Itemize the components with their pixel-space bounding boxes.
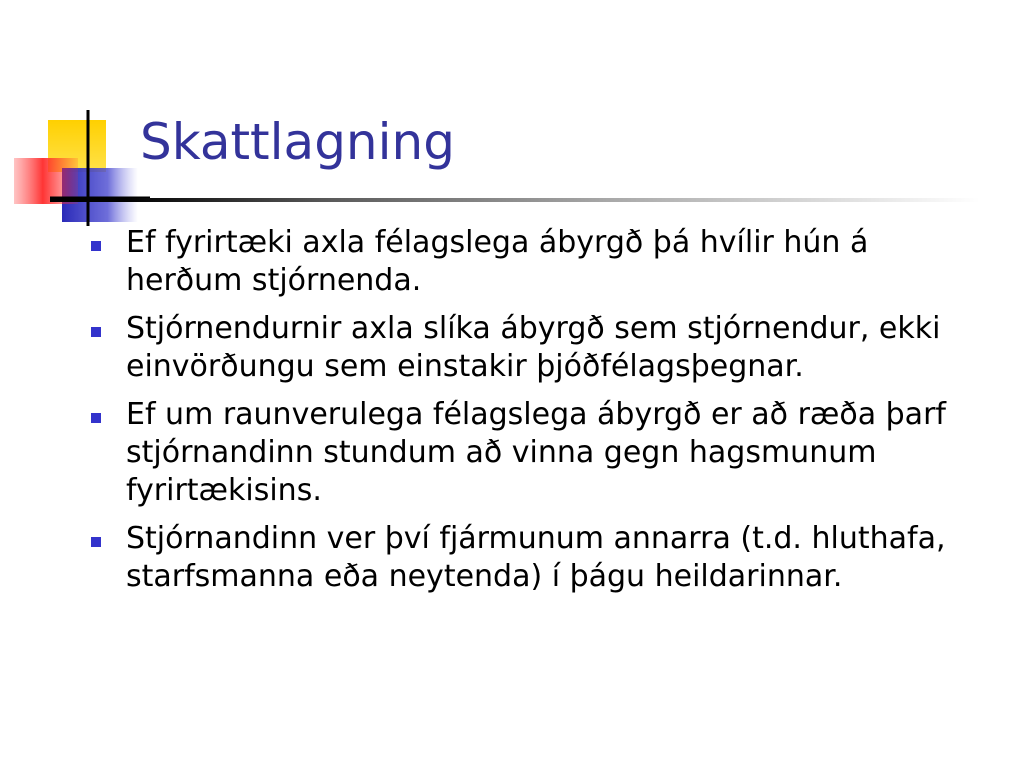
bullet-text: Ef fyrirtæki axla félagslega ábyrgð þá hvílir hún á herðum stjórnenda.	[126, 225, 869, 298]
bullet-square-icon	[91, 241, 101, 251]
bullet-list	[88, 224, 988, 606]
bullet-square-icon	[91, 537, 101, 547]
bullet-text: Stjórnandinn ver því fjármunum annarra (t.d. hluthafa, starfsmanna eða neytenda) í þágu heildarinnar.	[126, 521, 946, 594]
title-divider	[50, 198, 980, 202]
bullet-text: Ef um raunverulega félagslega ábyrgð er að ræða þarf stjórnandinn stundum að vinna gegn hagsmunum fyrirtækisins.	[126, 397, 946, 508]
bullet-item	[88, 396, 988, 510]
bullet-text: Stjórnendurnir axla slíka ábyrgð sem stjórnendur, ekki einvörðungu sem einstakir þjóðfélagsþegnar.	[126, 311, 941, 384]
bullet-item	[88, 224, 988, 300]
bullet-item	[88, 310, 988, 386]
bullet-square-icon	[91, 327, 101, 337]
bullet-item	[88, 520, 988, 596]
decorative-logo	[0, 100, 150, 230]
slide-title: Skattlagning	[140, 113, 455, 171]
bullet-square-icon	[91, 413, 101, 423]
